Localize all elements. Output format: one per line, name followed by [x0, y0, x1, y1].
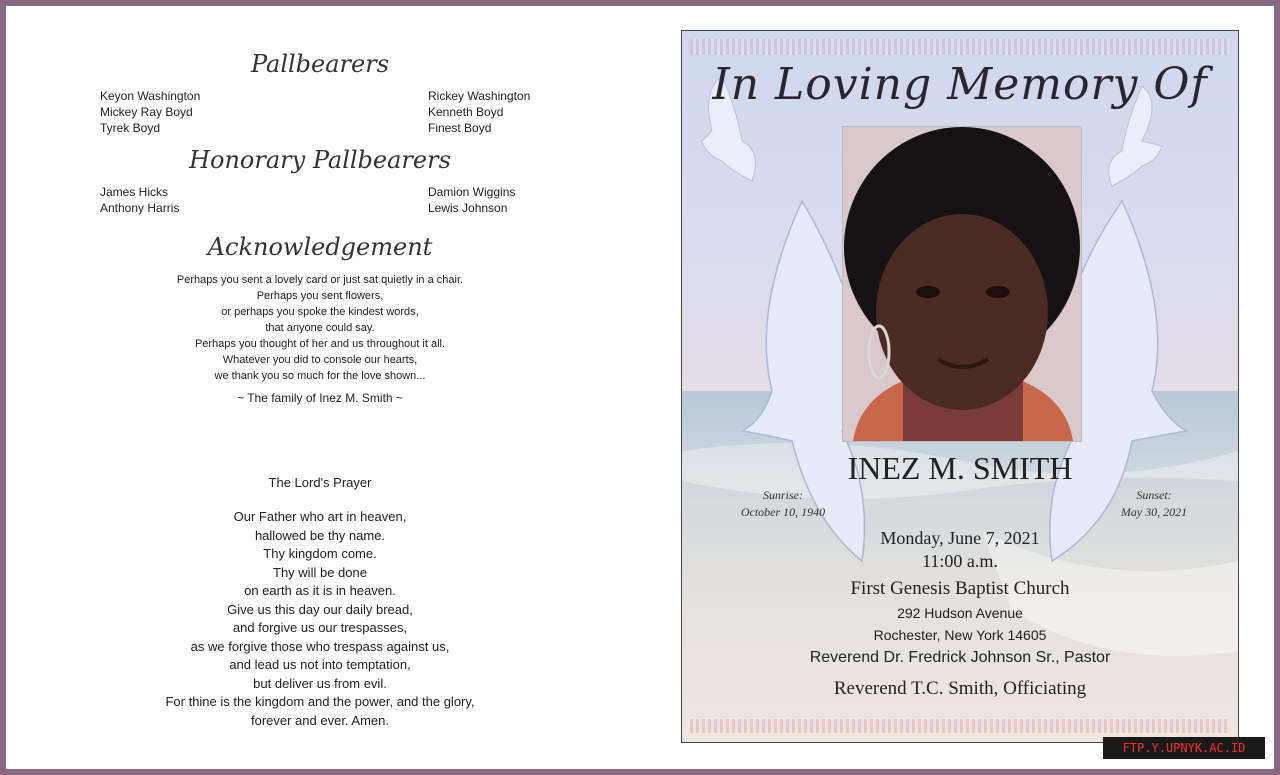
church-address-line2: Rochester, New York 14605: [873, 627, 1047, 643]
sunrise-label: Sunrise:: [763, 488, 803, 502]
church-name: First Genesis Baptist Church: [850, 578, 1070, 599]
prayer-line: on earth as it is in heaven.: [244, 583, 396, 598]
prayer-line: Thy kingdom come.: [263, 546, 377, 561]
prayer-line: as we forgive those who trespass against us,: [190, 638, 450, 654]
honorary-pallbearer-name: Lewis Johnson: [428, 201, 508, 215]
sunrise-date: October 10, 1940: [740, 505, 826, 519]
watermark-badge: FTP.Y.UPNYK.AC.ID: [1103, 737, 1265, 759]
pallbearer-name: Mickey Ray Boyd: [100, 105, 193, 119]
poem-line: Perhaps you sent flowers,: [256, 290, 384, 302]
sunrise-block: [718, 487, 848, 521]
sunset-block: [1094, 487, 1214, 521]
portrait-image: [843, 127, 1081, 441]
prayer-line: Give us this day our daily bread,: [227, 601, 413, 617]
honorary-left-list: [100, 184, 179, 216]
acknowledgement-poem: [100, 272, 540, 406]
prayer-line: Our Father who art in heaven,: [233, 509, 407, 524]
decorative-border-bottom: [690, 719, 1230, 733]
pallbearer-name: Keyon Washington: [100, 89, 201, 103]
pallbearers-heading: Pallbearers: [250, 50, 390, 78]
cover-page: [681, 30, 1239, 743]
prayer-line: and forgive us our trespasses,: [232, 620, 408, 635]
sunset-date: May 30, 2021: [1120, 505, 1188, 519]
prayer-line: and lead us not into temptation,: [229, 657, 411, 672]
pallbearers-left-list: [100, 88, 200, 136]
lords-prayer: [100, 508, 540, 730]
poem-line: that anyone could say.: [265, 322, 375, 334]
acknowledgement-heading: Acknowledgement: [207, 233, 433, 261]
service-date: Monday, June 7, 2021: [880, 528, 1040, 548]
sunset-label: Sunset:: [1136, 488, 1172, 502]
poem-line: Whatever you did to console our hearts,: [222, 354, 418, 366]
honorary-pallbearers-heading: Honorary Pallbearers: [189, 146, 451, 174]
poem-line: we thank you so much for the love shown...: [214, 370, 426, 382]
deceased-name: INEZ M. SMITH: [847, 450, 1073, 486]
prayer-line: For thine is the kingdom and the power, and the glory,: [165, 694, 475, 709]
portrait-photo: [842, 126, 1082, 442]
pallbearer-name: Tyrek Boyd: [100, 121, 161, 135]
honorary-pallbearer-name: Anthony Harris: [100, 201, 180, 215]
service-time: 11:00 a.m.: [922, 551, 998, 571]
poem-line: or perhaps you spoke the kindest words,: [221, 306, 419, 318]
poem-line: Perhaps you sent a lovely card or just sat quietly in a chair.: [176, 274, 464, 286]
prayer-line: but deliver us from evil.: [253, 675, 387, 691]
church-address-line1: 292 Hudson Avenue: [897, 605, 1023, 621]
honorary-pallbearer-name: James Hicks: [100, 185, 169, 199]
prayer-title: The Lord's Prayer: [268, 475, 372, 490]
prayer-line: forever and ever. Amen.: [250, 712, 390, 728]
prayer-line: hallowed be thy name.: [254, 527, 386, 543]
poem-line: Perhaps you thought of her and us throughout it all.: [194, 338, 446, 350]
decorative-border-top: [690, 39, 1230, 55]
pastor-line: Reverend Dr. Fredrick Johnson Sr., Pastor: [809, 649, 1111, 666]
pallbearer-name: Kenneth Boyd: [428, 105, 504, 119]
family-signature: ~ The family of Inez M. Smith ~: [237, 391, 403, 405]
pallbearers-right-list: [428, 88, 530, 136]
prayer-line: Thy will be done: [273, 564, 367, 580]
cover-title: In Loving Memory Of: [712, 59, 1208, 110]
honorary-pallbearer-name: Damion Wiggins: [428, 185, 516, 199]
officiant-line: Reverend T.C. Smith, Officiating: [833, 678, 1087, 699]
honorary-right-list: [428, 184, 515, 216]
pallbearer-name: Rickey Washington: [428, 89, 531, 103]
pallbearer-name: Finest Boyd: [428, 121, 492, 135]
